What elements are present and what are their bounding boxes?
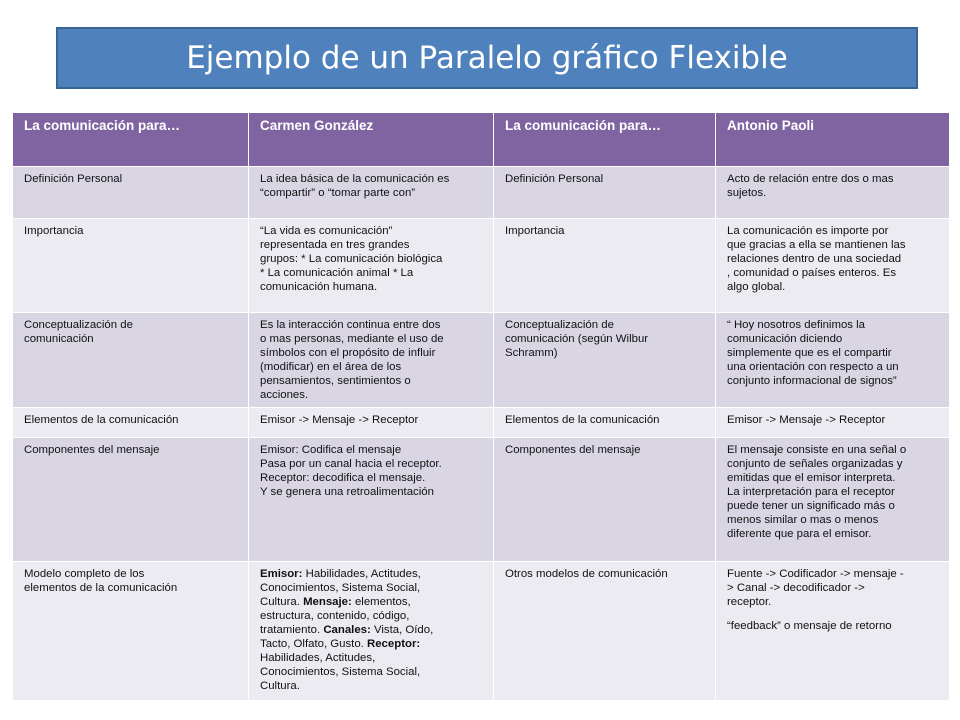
header-cell: La comunicación para… [13, 113, 249, 167]
table-cell [494, 438, 716, 562]
cell-line: algo global. [727, 281, 786, 293]
cell-line: menos similar o mas o menos [727, 514, 879, 526]
table-cell [249, 313, 494, 408]
table-row [13, 219, 950, 313]
cell-line: * La comunicación animal * La [260, 267, 414, 279]
cell-line: emitidas que el emisor interpreta. [727, 472, 896, 484]
table-cell [13, 408, 249, 438]
table-cell [13, 438, 249, 562]
cell-line: grupos: * La comunicación biológica [260, 253, 443, 265]
emisor-label: Emisor: [260, 568, 303, 580]
cell-line: (modificar) en el área de los [260, 361, 402, 373]
header-cell: Antonio Paoli [716, 113, 950, 167]
table-cell [716, 219, 950, 313]
cell-text: Elementos de la comunicación [505, 414, 660, 426]
cell-line: Conocimientos, Sistema Social, [260, 582, 421, 594]
table-cell [13, 167, 249, 219]
table-cell [494, 562, 716, 701]
cell-line: “compartir” o “tomar parte con” [260, 187, 416, 199]
cell-line: símbolos con el propósito de influir [260, 347, 436, 359]
header-cell: La comunicación para… [494, 113, 716, 167]
cell-text: Importancia [24, 225, 84, 237]
cell-line: representada en tres grandes [260, 239, 410, 251]
cell-line: Y se genera una retroalimentación [260, 486, 434, 498]
cell-text: Emisor -> Mensaje -> Receptor [727, 414, 886, 426]
cell-line: “La vida es comunicación” [260, 225, 393, 237]
cell-line: pensamientos, sentimientos o [260, 375, 411, 387]
table-cell [716, 562, 950, 701]
cell-text: Emisor -> Mensaje -> Receptor [260, 414, 419, 426]
cell-line: Modelo completo de los [24, 568, 145, 580]
table-cell [249, 167, 494, 219]
cell-line: diferente que para el emisor. [727, 528, 872, 540]
table-cell [13, 313, 249, 408]
emisor-text: Habilidades, Actitudes, [302, 568, 421, 580]
cell-line: acciones. [260, 389, 309, 401]
table-cell [13, 219, 249, 313]
cell-line: Habilidades, Actitudes, [260, 652, 376, 664]
canales-text: Vista, Oído, [370, 624, 434, 636]
table-cell [716, 408, 950, 438]
line-gap [727, 609, 944, 619]
table-row [13, 408, 950, 438]
table-cell [249, 219, 494, 313]
cell-line: El mensaje consiste en una señal o [727, 444, 907, 456]
cell-line [260, 567, 488, 581]
cell-line: Emisor: Codifica el mensaje [260, 444, 402, 456]
cell-line: comunicación (según Wilbur [505, 333, 649, 345]
cell-line: elementos de la comunicación [24, 582, 178, 594]
cell-line: Schramm) [505, 347, 558, 359]
cell-line: Es la interacción continua entre dos [260, 319, 441, 331]
table-row [13, 167, 950, 219]
cell-line: conjunto de señales organizadas y [727, 458, 903, 470]
cell-line: comunicación humana. [260, 281, 378, 293]
cell-text: Definición Personal [24, 173, 123, 185]
table-cell [249, 438, 494, 562]
table-cell [494, 167, 716, 219]
cell-line: o mas personas, mediante el uso de [260, 333, 444, 345]
cell-line: relaciones dentro de una sociedad [727, 253, 902, 265]
table-cell [716, 438, 950, 562]
cell-text: Importancia [505, 225, 565, 237]
table-cell [13, 562, 249, 701]
table-cell [249, 408, 494, 438]
mensaje-label: Mensaje: [303, 596, 352, 608]
table-cell [494, 408, 716, 438]
cell-line: La idea básica de la comunicación es [260, 173, 450, 185]
cell-line: que gracias a ella se mantienen las [727, 239, 906, 251]
cell-line: Cultura. [260, 680, 300, 692]
cell-line: La interpretación para el receptor [727, 486, 895, 498]
table-cell [494, 219, 716, 313]
cell-line: simplemente que es el compartir [727, 347, 892, 359]
cell-line: comunicación diciendo [727, 333, 843, 345]
cell-line: Conceptualización de [505, 319, 614, 331]
mensaje-text: elementos, [351, 596, 411, 608]
cell-line: receptor. [727, 596, 772, 608]
cell-line: Conocimientos, Sistema Social, [260, 666, 421, 678]
table-cell [716, 167, 950, 219]
cell-text: Elementos de la comunicación [24, 414, 179, 426]
cell-line: , comunidad o países enteros. Es [727, 267, 897, 279]
table-cell [494, 313, 716, 408]
cell-line: Acto de relación entre dos o mas [727, 173, 894, 185]
cell-text: Componentes del mensaje [505, 444, 641, 456]
cell-line: Pasa por un canal hacia el receptor. [260, 458, 442, 470]
slide-title: Ejemplo de un Paralelo gráfico Flexible [186, 40, 788, 76]
cell-text: Definición Personal [505, 173, 604, 185]
cell-text: Componentes del mensaje [24, 444, 160, 456]
cell-line: puede tener un significado más o [727, 500, 895, 512]
table-cell [716, 313, 950, 408]
receptor-label: Receptor: [367, 638, 421, 650]
cell-text: Otros modelos de comunicación [505, 568, 668, 580]
canales-text: Tacto, Olfato, Gusto. [260, 638, 367, 650]
cell-line: Fuente -> Codificador -> mensaje - [727, 568, 904, 580]
cell-line: Conceptualización de [24, 319, 133, 331]
cell-line: sujetos. [727, 187, 767, 199]
cell-line: > Canal -> decodificador -> [727, 582, 865, 594]
table-row [13, 313, 950, 408]
cell-line: Receptor: decodifica el mensaje. [260, 472, 426, 484]
canales-label: Canales: [323, 624, 371, 636]
cell-line [260, 595, 488, 609]
cell-line: una orientación con respecto a un [727, 361, 899, 373]
cell-line [260, 623, 488, 637]
header-cell: Carmen González [249, 113, 494, 167]
cell-line: conjunto informacional de signos” [727, 375, 897, 387]
table-header-row [13, 113, 950, 167]
cell-line: comunicación [24, 333, 94, 345]
cell-line [260, 637, 488, 651]
mensaje-text: tratamiento. [260, 624, 324, 636]
table-row [13, 562, 950, 701]
cell-line: “ Hoy nosotros definimos la [727, 319, 866, 331]
slide-title-box [56, 27, 918, 89]
comparison-table [12, 112, 950, 701]
cell-line: estructura, contenido, código, [260, 610, 410, 622]
table-row [13, 438, 950, 562]
table-cell [249, 562, 494, 701]
cell-line: La comunicación es importe por [727, 225, 889, 237]
cell-line: “feedback” o mensaje de retorno [727, 620, 892, 632]
emisor-text: Cultura. [260, 596, 304, 608]
